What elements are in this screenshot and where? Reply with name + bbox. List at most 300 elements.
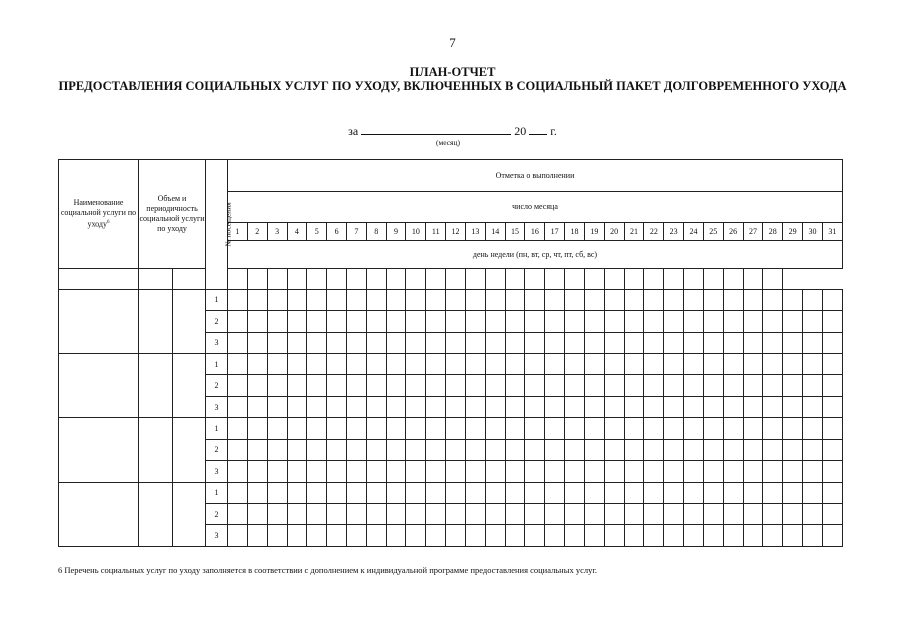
completion-mark-cell[interactable]	[803, 525, 823, 547]
completion-mark-cell[interactable]	[485, 418, 505, 439]
completion-mark-cell[interactable]	[386, 418, 406, 439]
completion-mark-cell[interactable]	[763, 332, 783, 353]
completion-mark-cell[interactable]	[465, 504, 485, 525]
completion-mark-cell[interactable]	[446, 439, 466, 460]
completion-mark-cell[interactable]	[406, 525, 426, 547]
completion-mark-cell[interactable]	[703, 418, 723, 439]
completion-mark-cell[interactable]	[783, 396, 803, 417]
completion-mark-cell[interactable]	[644, 396, 664, 417]
service-name-cell[interactable]	[59, 418, 139, 482]
completion-mark-cell[interactable]	[406, 439, 426, 460]
completion-mark-cell[interactable]	[644, 525, 664, 547]
completion-mark-cell[interactable]	[743, 461, 763, 482]
completion-mark-cell[interactable]	[644, 332, 664, 353]
completion-mark-cell[interactable]	[366, 332, 386, 353]
completion-mark-cell[interactable]	[267, 289, 287, 310]
completion-mark-cell[interactable]	[763, 461, 783, 482]
weekday-cell[interactable]	[228, 269, 248, 289]
completion-mark-cell[interactable]	[644, 289, 664, 310]
completion-mark-cell[interactable]	[763, 482, 783, 503]
weekday-cell[interactable]	[59, 269, 139, 289]
completion-mark-cell[interactable]	[664, 525, 684, 547]
completion-mark-cell[interactable]	[525, 289, 545, 310]
completion-mark-cell[interactable]	[644, 482, 664, 503]
weekday-cell[interactable]	[604, 269, 624, 289]
completion-mark-cell[interactable]	[624, 311, 644, 332]
completion-mark-cell[interactable]	[247, 504, 267, 525]
completion-mark-cell[interactable]	[267, 332, 287, 353]
completion-mark-cell[interactable]	[624, 461, 644, 482]
completion-mark-cell[interactable]	[743, 418, 763, 439]
completion-mark-cell[interactable]	[783, 525, 803, 547]
completion-mark-cell[interactable]	[386, 396, 406, 417]
completion-mark-cell[interactable]	[307, 461, 327, 482]
completion-mark-cell[interactable]	[803, 418, 823, 439]
weekday-cell[interactable]	[307, 269, 327, 289]
completion-mark-cell[interactable]	[346, 289, 366, 310]
completion-mark-cell[interactable]	[426, 353, 446, 374]
completion-mark-cell[interactable]	[465, 418, 485, 439]
completion-mark-cell[interactable]	[664, 289, 684, 310]
completion-mark-cell[interactable]	[485, 396, 505, 417]
completion-mark-cell[interactable]	[327, 461, 347, 482]
completion-mark-cell[interactable]	[267, 396, 287, 417]
completion-mark-cell[interactable]	[426, 461, 446, 482]
completion-mark-cell[interactable]	[783, 353, 803, 374]
weekday-cell[interactable]	[723, 269, 743, 289]
completion-mark-cell[interactable]	[763, 396, 783, 417]
completion-mark-cell[interactable]	[684, 353, 704, 374]
completion-mark-cell[interactable]	[406, 396, 426, 417]
completion-mark-cell[interactable]	[366, 375, 386, 396]
completion-mark-cell[interactable]	[545, 504, 565, 525]
completion-mark-cell[interactable]	[803, 396, 823, 417]
weekday-cell[interactable]	[584, 269, 604, 289]
completion-mark-cell[interactable]	[247, 332, 267, 353]
completion-mark-cell[interactable]	[723, 332, 743, 353]
completion-mark-cell[interactable]	[525, 332, 545, 353]
completion-mark-cell[interactable]	[386, 504, 406, 525]
completion-mark-cell[interactable]	[822, 504, 842, 525]
completion-mark-cell[interactable]	[247, 396, 267, 417]
completion-mark-cell[interactable]	[406, 504, 426, 525]
completion-mark-cell[interactable]	[247, 482, 267, 503]
completion-mark-cell[interactable]	[604, 353, 624, 374]
completion-mark-cell[interactable]	[684, 482, 704, 503]
completion-mark-cell[interactable]	[525, 418, 545, 439]
completion-mark-cell[interactable]	[763, 418, 783, 439]
completion-mark-cell[interactable]	[604, 418, 624, 439]
completion-mark-cell[interactable]	[505, 461, 525, 482]
completion-mark-cell[interactable]	[743, 353, 763, 374]
completion-mark-cell[interactable]	[346, 482, 366, 503]
completion-mark-cell[interactable]	[465, 353, 485, 374]
completion-mark-cell[interactable]	[822, 396, 842, 417]
completion-mark-cell[interactable]	[247, 289, 267, 310]
completion-mark-cell[interactable]	[505, 289, 525, 310]
completion-mark-cell[interactable]	[307, 525, 327, 547]
completion-mark-cell[interactable]	[783, 439, 803, 460]
completion-mark-cell[interactable]	[584, 525, 604, 547]
completion-mark-cell[interactable]	[346, 461, 366, 482]
weekday-cell[interactable]	[287, 269, 307, 289]
completion-mark-cell[interactable]	[465, 311, 485, 332]
completion-mark-cell[interactable]	[783, 289, 803, 310]
completion-mark-cell[interactable]	[247, 525, 267, 547]
completion-mark-cell[interactable]	[307, 439, 327, 460]
completion-mark-cell[interactable]	[267, 482, 287, 503]
completion-mark-cell[interactable]	[386, 439, 406, 460]
weekday-cell[interactable]	[485, 269, 505, 289]
completion-mark-cell[interactable]	[287, 504, 307, 525]
completion-mark-cell[interactable]	[307, 289, 327, 310]
completion-mark-cell[interactable]	[624, 504, 644, 525]
completion-mark-cell[interactable]	[446, 353, 466, 374]
completion-mark-cell[interactable]	[446, 525, 466, 547]
completion-mark-cell[interactable]	[644, 353, 664, 374]
completion-mark-cell[interactable]	[584, 504, 604, 525]
completion-mark-cell[interactable]	[228, 525, 248, 547]
completion-mark-cell[interactable]	[485, 504, 505, 525]
completion-mark-cell[interactable]	[545, 375, 565, 396]
completion-mark-cell[interactable]	[584, 375, 604, 396]
completion-mark-cell[interactable]	[664, 396, 684, 417]
completion-mark-cell[interactable]	[743, 289, 763, 310]
completion-mark-cell[interactable]	[565, 311, 585, 332]
completion-mark-cell[interactable]	[287, 525, 307, 547]
completion-mark-cell[interactable]	[327, 353, 347, 374]
completion-mark-cell[interactable]	[287, 353, 307, 374]
completion-mark-cell[interactable]	[426, 396, 446, 417]
completion-mark-cell[interactable]	[783, 504, 803, 525]
completion-mark-cell[interactable]	[346, 418, 366, 439]
completion-mark-cell[interactable]	[803, 461, 823, 482]
completion-mark-cell[interactable]	[465, 525, 485, 547]
weekday-cell[interactable]	[465, 269, 485, 289]
completion-mark-cell[interactable]	[525, 525, 545, 547]
completion-mark-cell[interactable]	[723, 461, 743, 482]
completion-mark-cell[interactable]	[426, 482, 446, 503]
completion-mark-cell[interactable]	[346, 375, 366, 396]
completion-mark-cell[interactable]	[664, 461, 684, 482]
weekday-cell[interactable]	[525, 269, 545, 289]
completion-mark-cell[interactable]	[406, 311, 426, 332]
completion-mark-cell[interactable]	[327, 482, 347, 503]
completion-mark-cell[interactable]	[505, 311, 525, 332]
completion-mark-cell[interactable]	[822, 289, 842, 310]
completion-mark-cell[interactable]	[565, 482, 585, 503]
completion-mark-cell[interactable]	[346, 504, 366, 525]
volume-cell[interactable]	[139, 353, 173, 417]
completion-mark-cell[interactable]	[545, 439, 565, 460]
completion-mark-cell[interactable]	[743, 525, 763, 547]
completion-mark-cell[interactable]	[783, 461, 803, 482]
completion-mark-cell[interactable]	[247, 418, 267, 439]
completion-mark-cell[interactable]	[346, 332, 366, 353]
completion-mark-cell[interactable]	[604, 525, 624, 547]
completion-mark-cell[interactable]	[545, 332, 565, 353]
completion-mark-cell[interactable]	[327, 311, 347, 332]
completion-mark-cell[interactable]	[505, 439, 525, 460]
completion-mark-cell[interactable]	[565, 418, 585, 439]
completion-mark-cell[interactable]	[446, 504, 466, 525]
completion-mark-cell[interactable]	[525, 375, 545, 396]
completion-mark-cell[interactable]	[426, 439, 446, 460]
completion-mark-cell[interactable]	[327, 418, 347, 439]
completion-mark-cell[interactable]	[228, 418, 248, 439]
completion-mark-cell[interactable]	[267, 353, 287, 374]
service-name-cell[interactable]	[59, 353, 139, 417]
completion-mark-cell[interactable]	[366, 289, 386, 310]
volume-cell[interactable]	[139, 418, 173, 482]
month-blank[interactable]	[361, 134, 511, 135]
completion-mark-cell[interactable]	[644, 439, 664, 460]
completion-mark-cell[interactable]	[624, 375, 644, 396]
completion-mark-cell[interactable]	[228, 461, 248, 482]
completion-mark-cell[interactable]	[485, 461, 505, 482]
completion-mark-cell[interactable]	[386, 375, 406, 396]
completion-mark-cell[interactable]	[386, 311, 406, 332]
completion-mark-cell[interactable]	[406, 461, 426, 482]
weekday-cell[interactable]	[366, 269, 386, 289]
completion-mark-cell[interactable]	[327, 439, 347, 460]
completion-mark-cell[interactable]	[287, 375, 307, 396]
completion-mark-cell[interactable]	[822, 332, 842, 353]
completion-mark-cell[interactable]	[446, 332, 466, 353]
completion-mark-cell[interactable]	[584, 311, 604, 332]
completion-mark-cell[interactable]	[803, 311, 823, 332]
completion-mark-cell[interactable]	[664, 353, 684, 374]
completion-mark-cell[interactable]	[822, 482, 842, 503]
completion-mark-cell[interactable]	[346, 525, 366, 547]
completion-mark-cell[interactable]	[446, 418, 466, 439]
completion-mark-cell[interactable]	[545, 461, 565, 482]
weekday-cell[interactable]	[386, 269, 406, 289]
completion-mark-cell[interactable]	[624, 289, 644, 310]
completion-mark-cell[interactable]	[485, 353, 505, 374]
completion-mark-cell[interactable]	[307, 353, 327, 374]
completion-mark-cell[interactable]	[803, 439, 823, 460]
completion-mark-cell[interactable]	[723, 482, 743, 503]
completion-mark-cell[interactable]	[684, 332, 704, 353]
completion-mark-cell[interactable]	[446, 396, 466, 417]
completion-mark-cell[interactable]	[505, 396, 525, 417]
completion-mark-cell[interactable]	[505, 332, 525, 353]
completion-mark-cell[interactable]	[446, 375, 466, 396]
completion-mark-cell[interactable]	[426, 525, 446, 547]
completion-mark-cell[interactable]	[426, 311, 446, 332]
completion-mark-cell[interactable]	[465, 289, 485, 310]
completion-mark-cell[interactable]	[703, 504, 723, 525]
completion-mark-cell[interactable]	[703, 461, 723, 482]
completion-mark-cell[interactable]	[565, 353, 585, 374]
completion-mark-cell[interactable]	[287, 396, 307, 417]
completion-mark-cell[interactable]	[307, 504, 327, 525]
completion-mark-cell[interactable]	[743, 439, 763, 460]
completion-mark-cell[interactable]	[624, 482, 644, 503]
completion-mark-cell[interactable]	[545, 482, 565, 503]
completion-mark-cell[interactable]	[822, 525, 842, 547]
completion-mark-cell[interactable]	[307, 482, 327, 503]
completion-mark-cell[interactable]	[684, 439, 704, 460]
completion-mark-cell[interactable]	[723, 311, 743, 332]
completion-mark-cell[interactable]	[664, 375, 684, 396]
completion-mark-cell[interactable]	[505, 353, 525, 374]
completion-mark-cell[interactable]	[664, 332, 684, 353]
completion-mark-cell[interactable]	[803, 504, 823, 525]
completion-mark-cell[interactable]	[723, 439, 743, 460]
completion-mark-cell[interactable]	[406, 353, 426, 374]
completion-mark-cell[interactable]	[228, 332, 248, 353]
completion-mark-cell[interactable]	[287, 289, 307, 310]
completion-mark-cell[interactable]	[644, 375, 664, 396]
completion-mark-cell[interactable]	[346, 396, 366, 417]
completion-mark-cell[interactable]	[505, 418, 525, 439]
completion-mark-cell[interactable]	[822, 418, 842, 439]
completion-mark-cell[interactable]	[803, 289, 823, 310]
completion-mark-cell[interactable]	[307, 396, 327, 417]
completion-mark-cell[interactable]	[267, 525, 287, 547]
completion-mark-cell[interactable]	[485, 332, 505, 353]
weekday-cell[interactable]	[346, 269, 366, 289]
completion-mark-cell[interactable]	[446, 289, 466, 310]
completion-mark-cell[interactable]	[287, 482, 307, 503]
completion-mark-cell[interactable]	[803, 332, 823, 353]
completion-mark-cell[interactable]	[307, 418, 327, 439]
completion-mark-cell[interactable]	[684, 418, 704, 439]
completion-mark-cell[interactable]	[307, 311, 327, 332]
completion-mark-cell[interactable]	[386, 482, 406, 503]
volume-cell[interactable]	[139, 482, 173, 546]
completion-mark-cell[interactable]	[644, 504, 664, 525]
completion-mark-cell[interactable]	[228, 353, 248, 374]
completion-mark-cell[interactable]	[545, 289, 565, 310]
weekday-cell[interactable]	[327, 269, 347, 289]
completion-mark-cell[interactable]	[505, 375, 525, 396]
completion-mark-cell[interactable]	[485, 289, 505, 310]
completion-mark-cell[interactable]	[366, 311, 386, 332]
completion-mark-cell[interactable]	[822, 375, 842, 396]
completion-mark-cell[interactable]	[247, 311, 267, 332]
completion-mark-cell[interactable]	[684, 289, 704, 310]
completion-mark-cell[interactable]	[743, 504, 763, 525]
completion-mark-cell[interactable]	[723, 504, 743, 525]
completion-mark-cell[interactable]	[366, 504, 386, 525]
completion-mark-cell[interactable]	[624, 353, 644, 374]
completion-mark-cell[interactable]	[664, 482, 684, 503]
completion-mark-cell[interactable]	[287, 311, 307, 332]
weekday-cell[interactable]	[684, 269, 704, 289]
completion-mark-cell[interactable]	[565, 504, 585, 525]
completion-mark-cell[interactable]	[763, 289, 783, 310]
completion-mark-cell[interactable]	[763, 311, 783, 332]
completion-mark-cell[interactable]	[803, 482, 823, 503]
completion-mark-cell[interactable]	[465, 482, 485, 503]
completion-mark-cell[interactable]	[604, 439, 624, 460]
completion-mark-cell[interactable]	[624, 396, 644, 417]
weekday-cell[interactable]	[545, 269, 565, 289]
completion-mark-cell[interactable]	[783, 375, 803, 396]
completion-mark-cell[interactable]	[247, 439, 267, 460]
completion-mark-cell[interactable]	[822, 311, 842, 332]
completion-mark-cell[interactable]	[386, 289, 406, 310]
weekday-cell[interactable]	[406, 269, 426, 289]
completion-mark-cell[interactable]	[644, 461, 664, 482]
completion-mark-cell[interactable]	[584, 482, 604, 503]
weekday-cell[interactable]	[644, 269, 664, 289]
completion-mark-cell[interactable]	[644, 311, 664, 332]
completion-mark-cell[interactable]	[723, 418, 743, 439]
completion-mark-cell[interactable]	[406, 375, 426, 396]
completion-mark-cell[interactable]	[485, 525, 505, 547]
completion-mark-cell[interactable]	[584, 439, 604, 460]
completion-mark-cell[interactable]	[327, 525, 347, 547]
completion-mark-cell[interactable]	[287, 332, 307, 353]
completion-mark-cell[interactable]	[703, 332, 723, 353]
completion-mark-cell[interactable]	[783, 332, 803, 353]
completion-mark-cell[interactable]	[763, 353, 783, 374]
completion-mark-cell[interactable]	[465, 332, 485, 353]
completion-mark-cell[interactable]	[446, 311, 466, 332]
completion-mark-cell[interactable]	[703, 439, 723, 460]
weekday-cell[interactable]	[664, 269, 684, 289]
weekday-cell[interactable]	[505, 269, 525, 289]
completion-mark-cell[interactable]	[228, 439, 248, 460]
periodicity-cell[interactable]	[173, 418, 206, 482]
completion-mark-cell[interactable]	[366, 525, 386, 547]
weekday-cell[interactable]	[763, 269, 783, 289]
completion-mark-cell[interactable]	[703, 525, 723, 547]
completion-mark-cell[interactable]	[565, 332, 585, 353]
completion-mark-cell[interactable]	[465, 439, 485, 460]
completion-mark-cell[interactable]	[386, 332, 406, 353]
completion-mark-cell[interactable]	[703, 289, 723, 310]
completion-mark-cell[interactable]	[525, 311, 545, 332]
completion-mark-cell[interactable]	[584, 396, 604, 417]
completion-mark-cell[interactable]	[723, 289, 743, 310]
completion-mark-cell[interactable]	[783, 311, 803, 332]
completion-mark-cell[interactable]	[386, 525, 406, 547]
completion-mark-cell[interactable]	[723, 525, 743, 547]
completion-mark-cell[interactable]	[565, 289, 585, 310]
completion-mark-cell[interactable]	[703, 396, 723, 417]
completion-mark-cell[interactable]	[287, 418, 307, 439]
completion-mark-cell[interactable]	[267, 439, 287, 460]
year-blank[interactable]	[529, 134, 547, 135]
completion-mark-cell[interactable]	[604, 504, 624, 525]
weekday-cell[interactable]	[247, 269, 267, 289]
completion-mark-cell[interactable]	[525, 439, 545, 460]
completion-mark-cell[interactable]	[426, 418, 446, 439]
completion-mark-cell[interactable]	[803, 353, 823, 374]
weekday-cell[interactable]	[624, 269, 644, 289]
completion-mark-cell[interactable]	[267, 375, 287, 396]
completion-mark-cell[interactable]	[684, 504, 704, 525]
completion-mark-cell[interactable]	[684, 375, 704, 396]
completion-mark-cell[interactable]	[703, 482, 723, 503]
completion-mark-cell[interactable]	[604, 482, 624, 503]
completion-mark-cell[interactable]	[228, 396, 248, 417]
completion-mark-cell[interactable]	[406, 332, 426, 353]
weekday-cell[interactable]	[743, 269, 763, 289]
completion-mark-cell[interactable]	[604, 332, 624, 353]
completion-mark-cell[interactable]	[584, 353, 604, 374]
completion-mark-cell[interactable]	[743, 332, 763, 353]
completion-mark-cell[interactable]	[664, 311, 684, 332]
completion-mark-cell[interactable]	[822, 461, 842, 482]
completion-mark-cell[interactable]	[624, 418, 644, 439]
completion-mark-cell[interactable]	[565, 375, 585, 396]
